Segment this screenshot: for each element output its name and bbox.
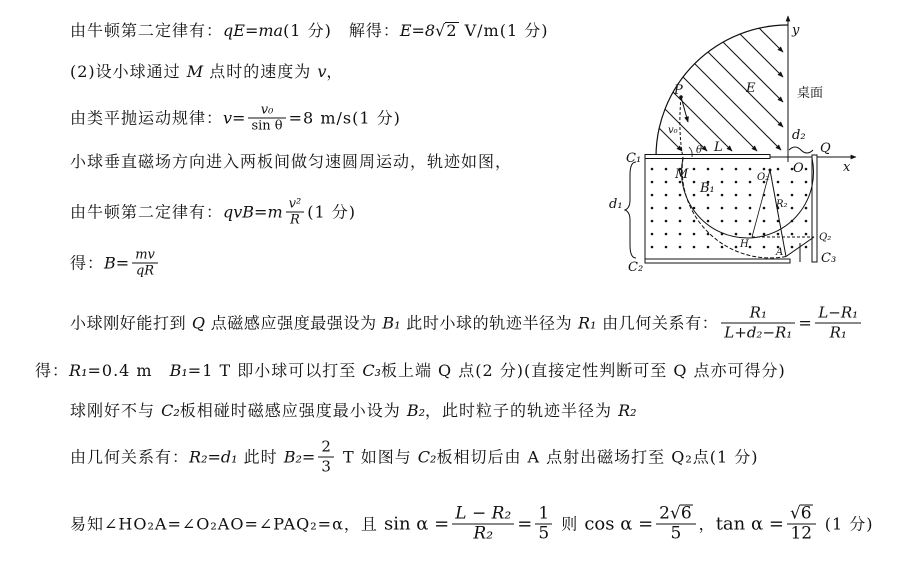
field-line-arrow <box>759 28 783 52</box>
line3-numerator: v₀ <box>248 103 285 119</box>
label-r2: R₂ <box>776 199 788 210</box>
tan-alpha-numerator <box>787 505 816 525</box>
line9-text-b: 板相碰时磁感应强度最小设为 <box>179 401 407 420</box>
line-velocity-at-m <box>70 61 343 83</box>
one-fifth-numerator: 1 <box>535 505 552 525</box>
line7-fraction-1-numerator: R₁ <box>721 304 795 324</box>
label-point-m: M <box>675 167 689 182</box>
line10-fraction <box>318 438 334 477</box>
line1-prefix: 由牛顿第二定律有： <box>70 21 224 40</box>
line5-denominator: R <box>290 212 300 228</box>
line7-fraction-2-numerator: L−R₁ <box>815 304 861 324</box>
radical-sign: √ <box>789 503 801 524</box>
line3-lhs: v= <box>223 108 246 127</box>
line10-text-b: T 如图与 <box>336 447 418 466</box>
sin-equals: = <box>517 513 533 534</box>
line-projectile-motion <box>70 103 401 134</box>
line-r2-b2-result <box>70 438 759 477</box>
one-fifth-denominator: 5 <box>538 523 550 544</box>
line10-prefix: 由几何关系有： <box>70 447 190 466</box>
line7-text-a: 小球刚好能打到 <box>70 313 192 332</box>
cos-radicand: 6 <box>680 503 692 524</box>
line6-numerator: mv <box>132 248 158 264</box>
line1-e-value: E=8 <box>399 21 436 40</box>
label-y-axis: y <box>792 23 800 38</box>
line1-solve-label: 解得： <box>331 21 400 40</box>
label-c1: C₁ <box>626 151 642 166</box>
line11-score: (1 分) <box>818 514 874 533</box>
line10-numerator: 2 <box>318 438 334 458</box>
label-point-a: A <box>776 247 784 258</box>
line9-r2: R₂ <box>618 401 637 420</box>
line7-text-d: 由几何关系有： <box>596 313 719 332</box>
label-v0: v₀ <box>668 125 678 136</box>
line10-text-a: 此时 <box>237 447 284 466</box>
line1-sqrt <box>435 22 458 40</box>
line8-b1: B₁ <box>169 361 188 380</box>
line-min-field <box>70 400 637 422</box>
field-line-arrow <box>695 64 781 150</box>
line-angle-trig <box>70 505 873 544</box>
line7-text-c: 此时小球的轨迹半径为 <box>400 313 578 332</box>
line5-lhs: qvB=m <box>223 202 283 221</box>
line7-text-b: 点磁感应强度最强设为 <box>205 313 383 332</box>
line-newton-law-electric <box>70 20 548 42</box>
label-q2: Q₂ <box>819 232 832 243</box>
line7-equals: = <box>798 313 813 332</box>
line5-numerator: v² <box>286 197 305 213</box>
line4-text: 小球垂直磁场方向进入两板间做匀速圆周运动，轨迹如图， <box>70 152 513 171</box>
label-origin: O <box>793 161 804 176</box>
line9-c2: C₂ <box>161 401 180 420</box>
label-d2: d₂ <box>792 128 806 143</box>
label-length-l: L <box>714 140 723 155</box>
tan-alpha-fraction <box>787 505 816 544</box>
line10-c2: C₂ <box>417 447 437 466</box>
radicand-2: 2 <box>446 21 458 41</box>
radical-sign: √ <box>670 503 681 524</box>
line11-prefix: 易知∠HO₂A=∠O₂AO=∠PAQ₂=α，且 <box>70 514 384 533</box>
line2-point-m: M <box>186 62 204 81</box>
v0-vector <box>681 97 688 122</box>
line5-score: (1 分) <box>307 202 356 221</box>
sin-alpha-label: sin α = <box>383 513 450 534</box>
cos-sqrt <box>670 505 693 524</box>
line3-fraction <box>248 103 285 134</box>
cos-coefficient: 2 <box>659 503 670 524</box>
sin-alpha-denominator: R₂ <box>473 523 494 544</box>
line11-then: 则 <box>555 514 585 533</box>
line10-b2-lhs: B₂= <box>283 447 316 466</box>
line8-b1-value: =1 T 即小球可以打至 <box>187 361 363 380</box>
line-b-expression <box>70 248 161 279</box>
line7-point-q: Q <box>191 313 206 332</box>
plate-c1 <box>645 155 770 159</box>
line-circular-motion <box>70 151 512 173</box>
sin-alpha-fraction <box>452 505 514 544</box>
radical-sign: √ <box>435 21 447 41</box>
line3-rhs: =8 m/s <box>288 108 353 127</box>
physics-diagram <box>600 12 862 280</box>
line6-fraction <box>132 248 158 279</box>
line6-denominator: qR <box>135 263 155 279</box>
line11-comma: ， <box>698 514 716 533</box>
line8-r1-value: =0.4 m <box>87 361 170 380</box>
cos-alpha-label: cos α = <box>584 513 654 534</box>
line8-r1: R₁ <box>69 361 88 380</box>
line1-score-1: (1 分) <box>283 21 332 40</box>
line9-text-a: 球刚好不与 <box>70 401 162 420</box>
line-r1-b1-result <box>35 360 786 382</box>
line7-r1: R₁ <box>577 313 597 332</box>
line3-prefix: 由类平抛运动规律： <box>70 108 224 127</box>
label-c3: C₃ <box>821 251 837 266</box>
line1-equation-qe-ma: qE=ma <box>223 21 284 40</box>
line3-score: (1 分) <box>352 108 401 127</box>
label-c2: C₂ <box>628 260 644 275</box>
tan-alpha-denominator: 12 <box>790 523 813 544</box>
d1-brace <box>625 162 636 258</box>
one-fifth-fraction <box>535 505 552 544</box>
line6-prefix: 得： <box>70 253 105 272</box>
line-max-field-geometry <box>70 304 864 343</box>
label-x-axis: x <box>843 160 851 175</box>
line7-fraction-2 <box>815 304 861 343</box>
line7-fraction-1 <box>721 304 795 343</box>
label-point-p: P <box>674 83 683 98</box>
line5-prefix: 由牛顿第二定律有： <box>70 202 224 221</box>
label-theta: θ <box>696 145 703 156</box>
label-d1: d₁ <box>609 197 623 212</box>
line2-text-a: (2)设小球通过 <box>70 62 187 81</box>
cos-alpha-fraction <box>656 505 696 544</box>
line8-c3: C₃ <box>362 361 381 380</box>
line-newton-law-magnetic <box>70 197 356 228</box>
line7-fraction-2-denominator: R₁ <box>829 323 847 342</box>
plate-c3 <box>812 155 817 262</box>
line7-fraction-1-denominator: L+d₂−R₁ <box>724 323 793 342</box>
cos-alpha-numerator <box>656 505 696 525</box>
line10-denominator: 3 <box>321 457 331 476</box>
tan-radicand: 6 <box>800 503 812 524</box>
line3-denominator: sin θ <box>251 118 283 134</box>
cos-alpha-denominator: 5 <box>670 523 682 544</box>
line10-text-c: 板相切后由 A 点射出磁场打至 Q₂点(1 分) <box>436 447 759 466</box>
line2-text-c: ， <box>326 62 344 81</box>
label-b-field: B₁ <box>700 181 715 196</box>
line8-text: 板上端 Q 点(2 分)(直接定性判断可至 Q 点亦可得分) <box>380 361 786 380</box>
line2-var-v: v <box>317 62 327 81</box>
label-point-h: H <box>740 239 749 250</box>
field-line-arrow <box>740 34 783 77</box>
line2-text-b: 点时的速度为 <box>203 62 318 81</box>
line10-r2-equals-d1: R₂=d₁ <box>189 447 238 466</box>
tan-sqrt <box>790 505 813 524</box>
line9-b2: B₂ <box>406 401 426 420</box>
line6-lhs: B= <box>104 253 130 272</box>
sin-alpha-numerator: L − R₂ <box>452 505 514 525</box>
line8-prefix: 得： <box>35 361 70 380</box>
plate-c2 <box>645 259 790 263</box>
line9-text-c: ，此时粒子的轨迹半径为 <box>425 401 619 420</box>
label-table: 桌面 <box>797 86 824 101</box>
label-o2: O₂ <box>757 172 770 183</box>
line5-fraction <box>286 197 305 228</box>
label-point-q: Q <box>820 141 831 156</box>
label-field-e: E <box>746 81 756 96</box>
line1-unit: V/m <box>458 21 500 40</box>
d2-mark <box>789 147 813 153</box>
tan-alpha-label: tan α = <box>715 513 784 534</box>
line7-b1: B₁ <box>382 313 401 332</box>
line1-score-2: (1 分) <box>499 21 549 40</box>
